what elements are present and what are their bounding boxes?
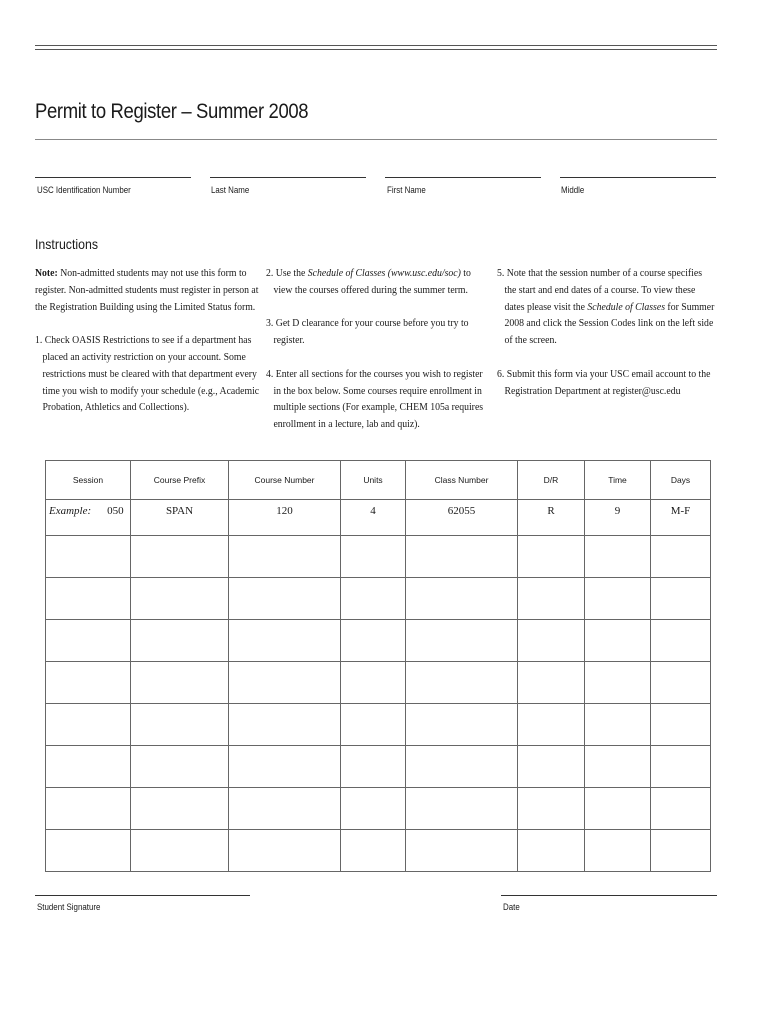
instructions-heading: Instructions [35,236,99,252]
prefix-cell[interactable] [131,746,229,788]
session-cell[interactable] [46,662,131,704]
student-signature-label: Student Signature [37,902,101,912]
number-cell[interactable] [229,536,341,578]
time-cell[interactable] [585,578,651,620]
units-cell[interactable] [341,662,406,704]
class-number-cell[interactable] [406,578,518,620]
prefix-cell[interactable] [131,536,229,578]
table-row[interactable] [46,704,711,746]
top-rule-1 [35,45,717,46]
instructions-col-1 [35,266,261,434]
class-number-cell[interactable] [406,536,518,578]
dr-cell[interactable] [518,704,585,746]
student-signature-line[interactable] [35,895,250,896]
middle-name-label: Middle [561,185,585,195]
time-cell[interactable] [585,662,651,704]
step-5-pre: 5. Note that the session number of a course specifies the start and end dates of a course. To view these dates please visit the [497,268,703,313]
time-cell[interactable] [585,788,651,830]
dr-cell[interactable] [518,788,585,830]
table-row[interactable] [46,746,711,788]
usc-id-label: USC Identification Number [37,185,131,195]
days-cell[interactable] [651,578,711,620]
units-cell[interactable] [341,788,406,830]
table-row[interactable] [46,830,711,872]
number-cell[interactable] [229,620,341,662]
session-cell[interactable] [46,830,131,872]
number-cell[interactable] [229,830,341,872]
dr-cell[interactable] [518,578,585,620]
class-number-cell[interactable] [406,662,518,704]
example-label: Example: [49,505,92,517]
date-label: Date [503,902,520,912]
time-cell[interactable] [585,620,651,662]
prefix-cell[interactable] [131,788,229,830]
days-cell[interactable] [651,746,711,788]
dr-cell[interactable] [518,620,585,662]
header-dr: D/R [518,461,585,500]
step-6: 6. Submit this form via your USC email account to the Registration Department at register@usc.edu [497,368,711,397]
number-cell[interactable] [229,788,341,830]
time-cell[interactable] [585,704,651,746]
prefix-cell[interactable] [131,578,229,620]
table-row[interactable] [46,620,711,662]
instructions-col-2 [266,266,491,451]
session-cell[interactable] [46,620,131,662]
step-2-pre: 2. Use the [266,268,308,279]
date-line[interactable] [501,895,717,896]
example-time: 9 [585,500,651,536]
class-number-cell[interactable] [406,788,518,830]
step-2-post: to view the courses offered during the summer term. [273,268,471,296]
instructions-col-3 [497,266,716,417]
table-row[interactable] [46,536,711,578]
title-underline [35,139,717,140]
session-cell[interactable] [46,746,131,788]
step-4: 4. Enter all sections for the courses you wish to register in the box below. Some courses require enrollment in multiple sections (For example, CHEM 105a requires enrollment in a lecture, lab and quiz). [266,368,484,431]
units-cell[interactable] [341,536,406,578]
class-number-cell[interactable] [406,620,518,662]
example-row [46,500,711,536]
days-cell[interactable] [651,830,711,872]
dr-cell[interactable] [518,536,585,578]
table-row[interactable] [46,788,711,830]
time-cell[interactable] [585,830,651,872]
class-number-cell[interactable] [406,704,518,746]
days-cell[interactable] [651,662,711,704]
table-row[interactable] [46,662,711,704]
days-cell[interactable] [651,788,711,830]
example-days: M-F [651,500,711,536]
prefix-cell[interactable] [131,662,229,704]
header-course-number: Course Number [229,461,341,500]
example-session: 050 [107,505,124,517]
number-cell[interactable] [229,746,341,788]
days-cell[interactable] [651,536,711,578]
note-paragraph [35,266,261,316]
session-cell[interactable] [46,704,131,746]
number-cell[interactable] [229,578,341,620]
time-cell[interactable] [585,536,651,578]
step-1: 1. Check OASIS Restrictions to see if a department has placed an activity restriction on your account. Some restrictions must be cleared with that department every time you wish to modify your schedule (e.g., Academic Probation, Athletics and Collections). [35,335,260,414]
course-table [45,460,711,872]
form-title: Permit to Register – Summer 2008 [35,100,309,123]
header-days: Days [651,461,711,500]
class-number-cell[interactable] [406,746,518,788]
prefix-cell[interactable] [131,704,229,746]
last-name-label: Last Name [211,185,250,195]
dr-cell[interactable] [518,662,585,704]
number-cell[interactable] [229,704,341,746]
middle-name-line[interactable] [560,177,716,178]
header-units: Units [341,461,406,500]
example-dr: R [518,500,585,536]
session-cell[interactable] [46,536,131,578]
example-class-number: 62055 [406,500,518,536]
prefix-cell[interactable] [131,620,229,662]
example-units: 4 [341,500,406,536]
time-cell[interactable] [585,746,651,788]
header-time: Time [585,461,651,500]
header-session: Session [46,461,131,500]
step-2-italic: Schedule of Classes (www.usc.edu/soc) [307,268,461,279]
example-prefix: SPAN [131,500,229,536]
class-number-cell[interactable] [406,830,518,872]
example-number: 120 [229,500,341,536]
units-cell[interactable] [341,620,406,662]
usc-id-line[interactable] [35,177,191,178]
step-5-italic: Schedule of Classes [587,301,665,313]
number-cell[interactable] [229,662,341,704]
step-2 [266,266,491,300]
prefix-cell[interactable] [131,830,229,872]
units-cell[interactable] [341,746,406,788]
dr-cell[interactable] [518,830,585,872]
days-cell[interactable] [651,704,711,746]
table-row[interactable] [46,578,711,620]
session-cell[interactable] [46,578,131,620]
header-class-number: Class Number [406,461,518,500]
first-name-label: First Name [387,185,426,195]
note-label: Note: [35,268,58,279]
note-text: Non-admitted students may not use this form to register. Non-admitted students must register in person at the Registration Building using the Limited Status form. [35,268,259,313]
example-session-cell [46,500,131,536]
days-cell[interactable] [651,620,711,662]
units-cell[interactable] [341,704,406,746]
table-header-row [46,461,711,500]
first-name-line[interactable] [385,177,541,178]
top-rule-2 [35,49,717,50]
last-name-line[interactable] [210,177,366,178]
units-cell[interactable] [341,830,406,872]
units-cell[interactable] [341,578,406,620]
dr-cell[interactable] [518,746,585,788]
session-cell[interactable] [46,788,131,830]
step-3: 3. Get D clearance for your course before you try to register. [266,318,469,347]
step-5 [497,266,716,350]
header-course-prefix: Course Prefix [131,461,229,500]
step-5-post: for Summer 2008 and click the Session Codes link on the left side of the screen. [504,301,715,347]
